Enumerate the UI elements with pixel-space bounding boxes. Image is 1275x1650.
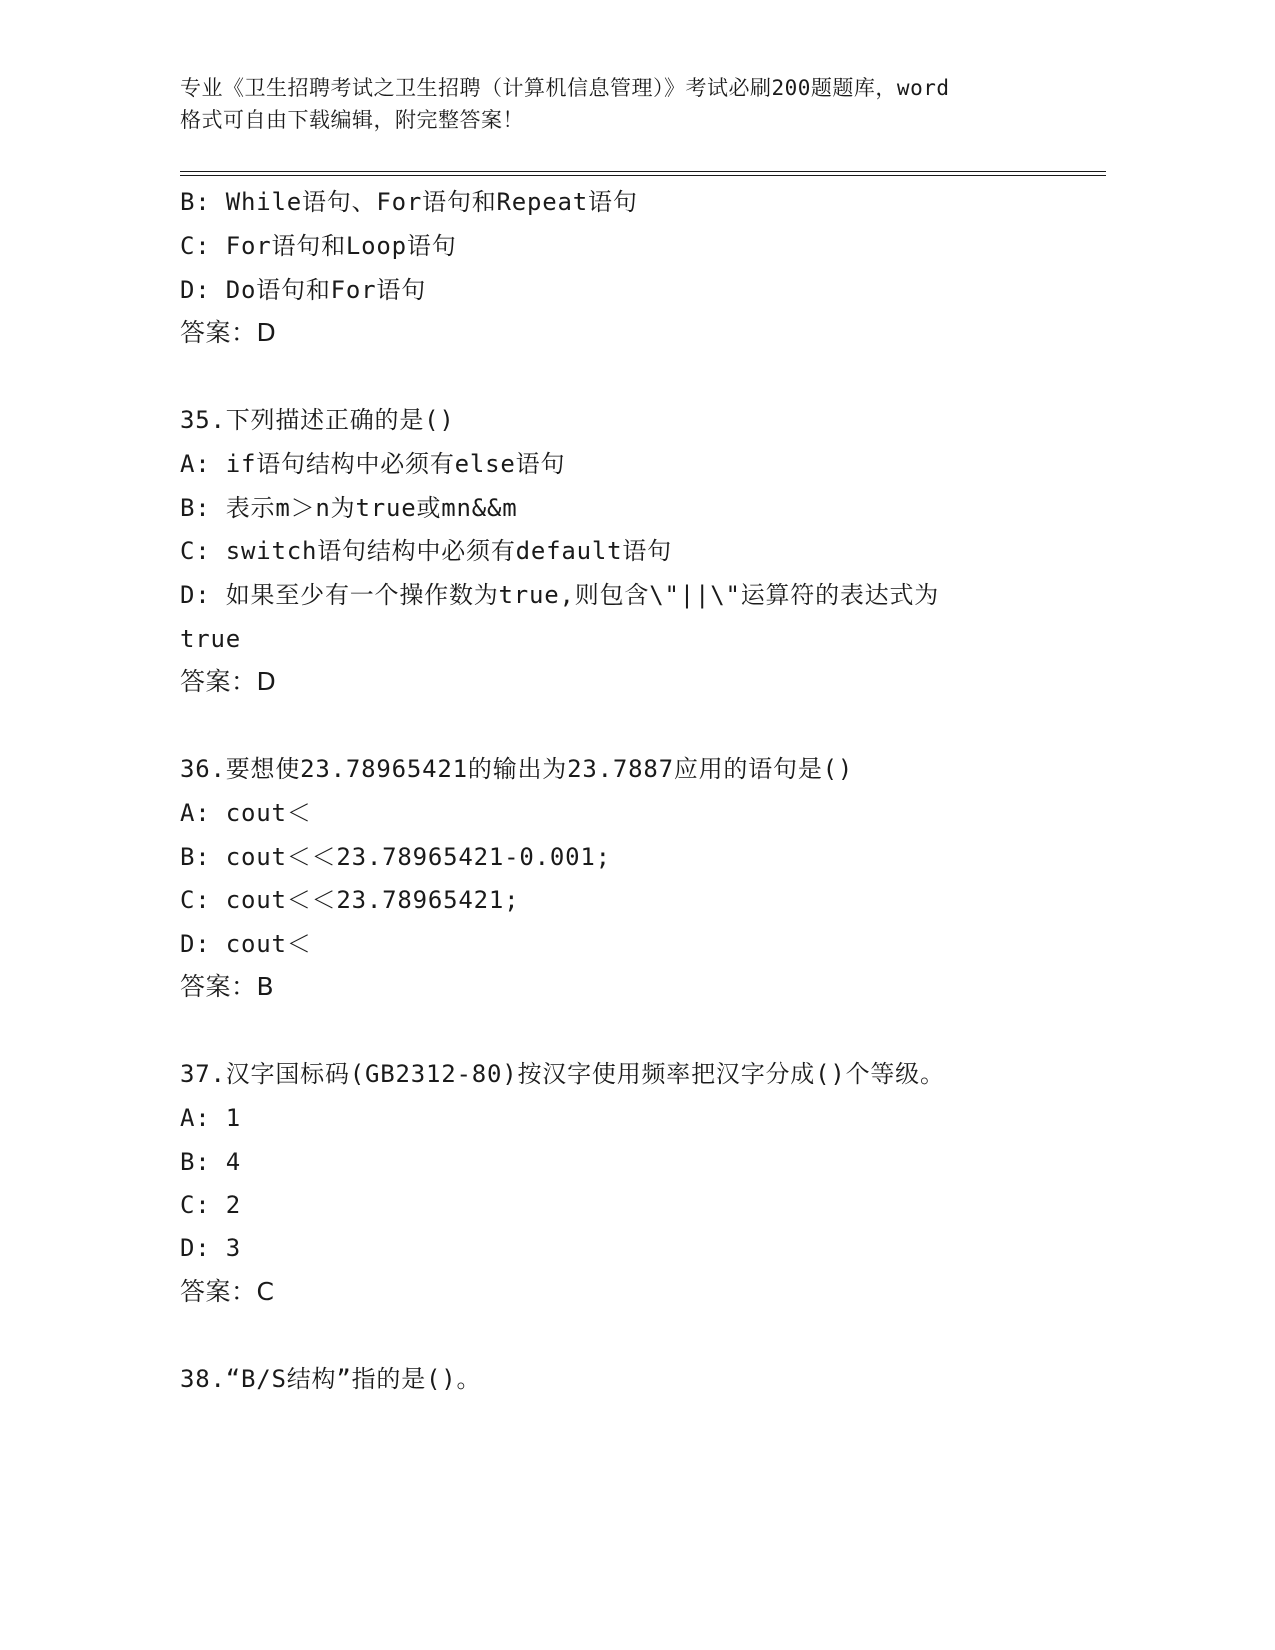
- q34-option-c: C: For语句和Loop语句: [180, 232, 457, 260]
- header-divider-bottom: [180, 175, 1106, 176]
- q37-answer: 答案：C: [180, 1277, 275, 1306]
- q35-option-c: C: switch语句结构中必须有default语句: [180, 537, 672, 565]
- q35-option-d: D: 如果至少有一个操作数为true,则包含\"||\"运算符的表达式为: [180, 581, 940, 609]
- q35-option-a: A: if语句结构中必须有else语句: [180, 450, 566, 478]
- q37-option-d: D: 3: [180, 1234, 241, 1262]
- q35-answer: 答案：D: [180, 667, 277, 696]
- q34-option-b: B: While语句、For语句和Repeat语句: [180, 188, 638, 216]
- q37-question: 37.汉字国标码(GB2312-80)按汉字使用频率把汉字分成()个等级。: [180, 1060, 945, 1088]
- q36-option-b: B: cout＜＜23.78965421-0.001;: [180, 843, 611, 871]
- q36-answer: 答案：B: [180, 972, 275, 1001]
- q36-option-a: A: cout＜: [180, 799, 312, 827]
- q34-option-d: D: Do语句和For语句: [180, 276, 426, 304]
- q35-question: 35.下列描述正确的是(): [180, 406, 455, 434]
- header-title-line-2: 格式可自由下载编辑，附完整答案！: [180, 108, 524, 132]
- q37-option-a: A: 1: [180, 1104, 241, 1132]
- header-title-line-1: 专业《卫生招聘考试之卫生招聘（计算机信息管理）》考试必刷200题题库，word: [180, 76, 950, 100]
- q37-option-c: C: 2: [180, 1191, 241, 1219]
- q36-option-c: C: cout＜＜23.78965421;: [180, 886, 520, 914]
- q37-option-b: B: 4: [180, 1148, 241, 1176]
- q38-question: 38.“B/S结构”指的是()。: [180, 1365, 482, 1393]
- q36-question: 36.要想使23.78965421的输出为23.7887应用的语句是(): [180, 755, 854, 783]
- q35-option-b: B: 表示m＞n为true或mn&&m: [180, 494, 518, 522]
- header-divider-top: [180, 171, 1106, 172]
- q36-option-d: D: cout＜: [180, 930, 312, 958]
- q35-option-d-continued: true: [180, 625, 241, 653]
- q34-answer: 答案：D: [180, 318, 277, 347]
- document-header: [180, 72, 1080, 136]
